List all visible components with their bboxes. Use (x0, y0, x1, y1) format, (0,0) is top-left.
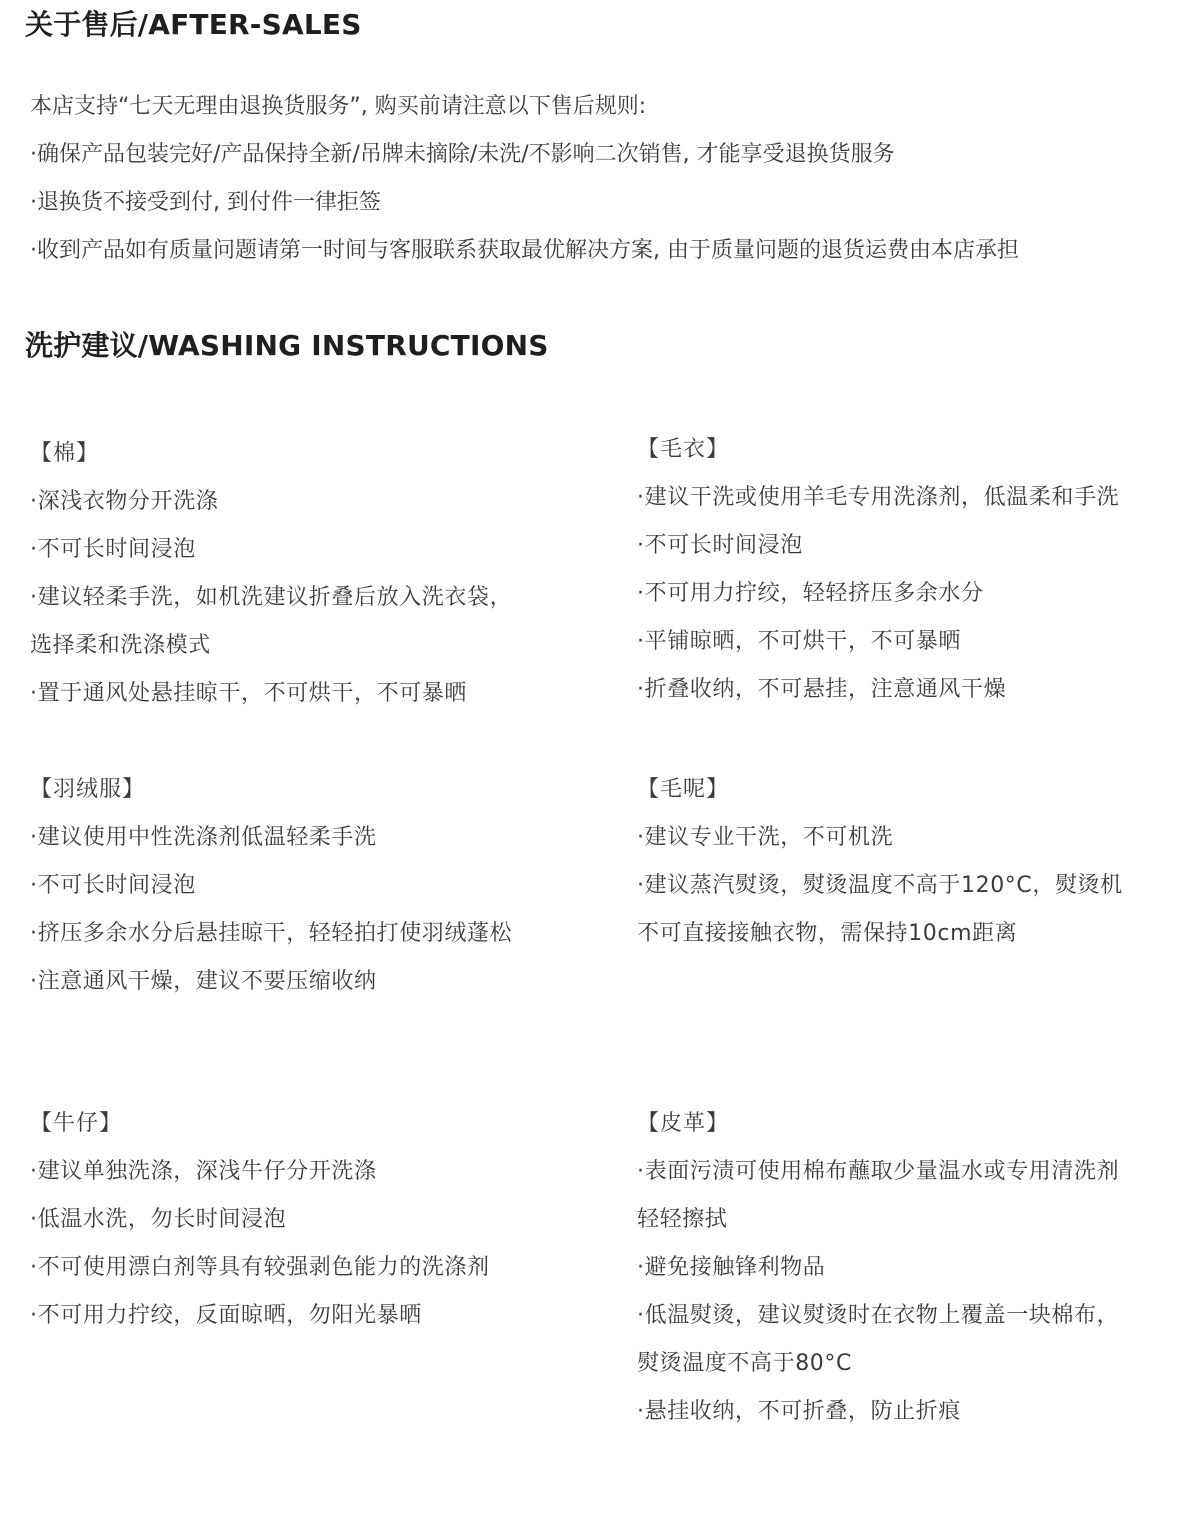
care-block-leather (637, 1100, 1177, 1436)
care-block-denim (30, 1100, 590, 1340)
after-sales-rule: ·确保产品包装完好/产品保持全新/吊牌未摘除/未洗/不影响二次销售, 才能享受退换货服务 (30, 142, 895, 167)
care-line: ·悬挂收纳，不可折叠，防止折痕 (637, 1399, 961, 1424)
care-line: ·建议使用中性洗涤剂低温轻柔手洗 (30, 825, 377, 850)
care-line: ·表面污渍可使用棉布蘸取少量温水或专用清洗剂 (637, 1159, 1120, 1184)
care-block-wool-coat (637, 766, 1177, 958)
care-block-sweater (637, 426, 1177, 714)
care-title: 【毛呢】 (637, 777, 730, 802)
care-line: ·建议单独洗涤，深浅牛仔分开洗涤 (30, 1159, 377, 1184)
care-title: 【棉】 (30, 441, 100, 466)
care-line: ·不可长时间浸泡 (30, 537, 196, 562)
care-title: 【牛仔】 (30, 1111, 123, 1136)
care-line: ·避免接触锋利物品 (637, 1255, 826, 1280)
care-line: ·不可使用漂白剂等具有较强剥色能力的洗涤剂 (30, 1255, 490, 1280)
after-sales-rule: ·退换货不接受到付, 到付件一律拒签 (30, 190, 381, 215)
care-line: ·建议轻柔手洗，如机洗建议折叠后放入洗衣袋， (30, 585, 513, 610)
care-line: ·建议干洗或使用羊毛专用洗涤剂，低温柔和手洗 (637, 485, 1120, 510)
care-line: ·建议蒸汽熨烫，熨烫温度不高于120°C，熨烫机 (637, 873, 1123, 898)
care-line: ·挤压多余水分后悬挂晾干，轻轻拍打使羽绒蓬松 (30, 921, 513, 946)
care-block-down (30, 766, 590, 1006)
after-sales-rule: ·收到产品如有质量问题请第一时间与客服联系获取最优解决方案, 由于质量问题的退货运费由本店承担 (30, 238, 1019, 263)
care-line: ·不可长时间浸泡 (637, 533, 803, 558)
care-line: ·不可用力拧绞，反面晾晒，勿阳光暴晒 (30, 1303, 422, 1328)
care-line: ·注意通风干燥，建议不要压缩收纳 (30, 969, 377, 994)
care-line: 轻轻擦拭 (637, 1207, 728, 1232)
washing-heading: 洗护建议/WASHING INSTRUCTIONS (25, 329, 549, 362)
care-block-cotton (30, 430, 590, 718)
care-line: 选择柔和洗涤模式 (30, 633, 211, 658)
after-sales-heading: 关于售后/AFTER-SALES (25, 8, 362, 41)
care-line: ·建议专业干洗，不可机洗 (637, 825, 894, 850)
care-title: 【毛衣】 (637, 437, 730, 462)
care-line: 不可直接接触衣物，需保持10cm距离 (637, 921, 1018, 946)
care-line: ·不可长时间浸泡 (30, 873, 196, 898)
care-line: ·平铺晾晒，不可烘干，不可暴晒 (637, 629, 961, 654)
care-line: ·低温熨烫，建议熨烫时在衣物上覆盖一块棉布， (637, 1303, 1120, 1328)
care-line: ·低温水洗，勿长时间浸泡 (30, 1207, 287, 1232)
care-line: 熨烫温度不高于80°C (637, 1351, 852, 1376)
care-line: ·置于通风处悬挂晾干，不可烘干，不可暴晒 (30, 681, 467, 706)
care-line: ·折叠收纳，不可悬挂，注意通风干燥 (637, 677, 1007, 702)
care-line: ·不可用力拧绞，轻轻挤压多余水分 (637, 581, 984, 606)
after-sales-intro: 本店支持“七天无理由退换货服务”, 购买前请注意以下售后规则: (30, 94, 647, 119)
care-line: ·深浅衣物分开洗涤 (30, 489, 219, 514)
care-title: 【羽绒服】 (30, 777, 146, 802)
care-title: 【皮革】 (637, 1111, 730, 1136)
